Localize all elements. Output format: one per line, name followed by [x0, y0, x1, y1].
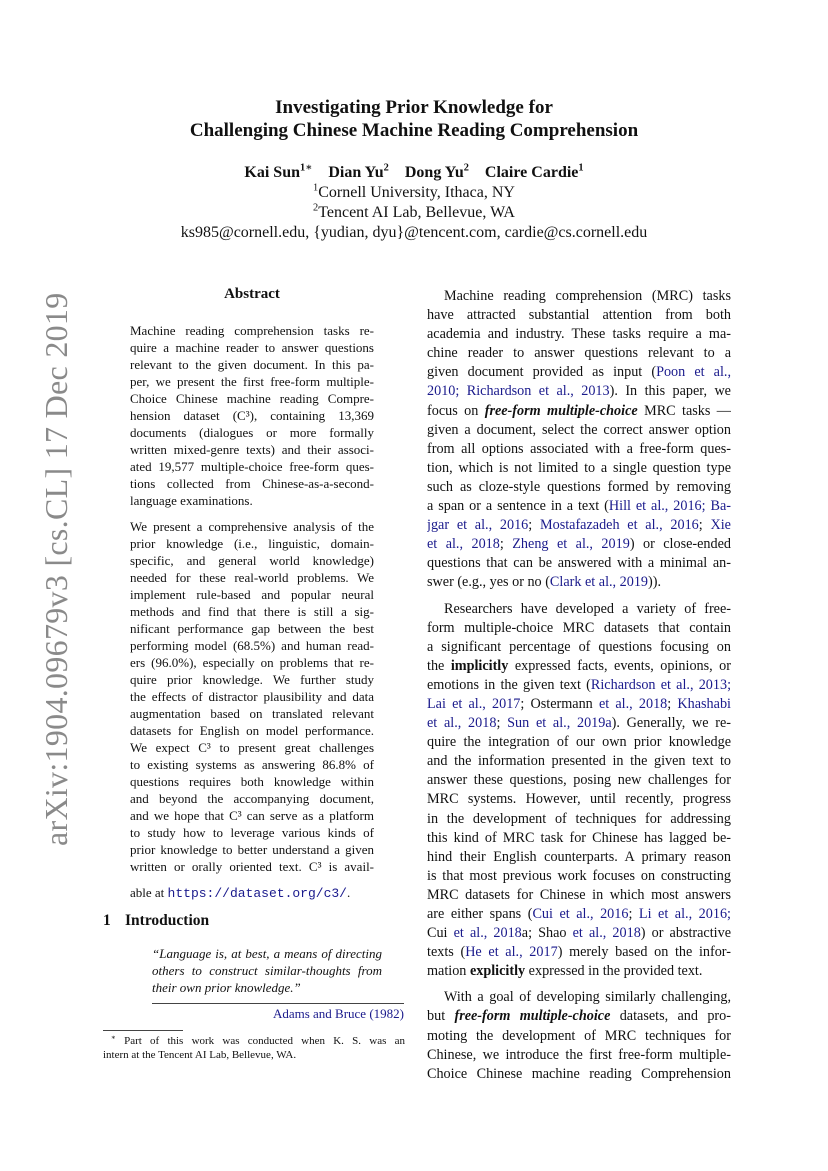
- text-fragment: ;: [499, 536, 513, 553]
- text-fragment: others to construct similar-thoughts from: [152, 963, 382, 978]
- text-line: [427, 943, 731, 962]
- text-line: [152, 979, 382, 996]
- text-fragment: implement rule-based and popular neural: [130, 587, 374, 602]
- text-fragment: a significant percentage of questions focusing on: [427, 638, 731, 655]
- text-line: [427, 752, 731, 771]
- text-fragment: the: [427, 657, 451, 674]
- citation-link[interactable]: Mostafazadeh et al., 2016: [539, 517, 699, 534]
- citation-link[interactable]: et al., 2018: [427, 536, 500, 553]
- text-line: [427, 810, 731, 829]
- text-fragment: emotions in the given text (: [427, 676, 591, 693]
- text-line: [130, 586, 374, 603]
- text-line: [427, 402, 731, 421]
- text-line: [427, 344, 731, 363]
- text-line: [152, 962, 382, 979]
- text-fragment: from all options associated with a free-form ques-: [427, 440, 731, 457]
- text-line: [130, 322, 374, 339]
- text-line: [130, 705, 374, 722]
- text-line: [427, 790, 731, 809]
- citation-link[interactable]: Sun et al., 2019a: [507, 715, 612, 732]
- text-fragment: focus on: [427, 402, 485, 419]
- text-line: [427, 1007, 731, 1026]
- affiliation-line: [0, 184, 828, 202]
- text-fragment: ) merely based on the infor-: [557, 944, 731, 961]
- text-fragment: and beyond the accompanying document,: [130, 791, 374, 806]
- citation-link[interactable]: jgar et al., 2016: [427, 517, 529, 534]
- body-text-column: [427, 287, 731, 1091]
- emphasized-text: free-form multiple-choice: [454, 1008, 611, 1025]
- text-fragment: ;: [698, 517, 711, 534]
- footnote-rule: [103, 1030, 183, 1031]
- text-fragment: in the development of techniques for addressing: [427, 810, 731, 827]
- affiliation-text: Tencent AI Lab, Bellevue, WA: [318, 204, 515, 221]
- text-fragment: ). Generally, we re-: [611, 715, 731, 732]
- affiliation-mark: 1: [313, 182, 319, 194]
- text-fragment: Machine reading comprehension tasks re-: [130, 323, 374, 338]
- text-fragment: “Language is, at best, a means of directing: [152, 946, 382, 961]
- text-fragment: quire a machine reader to answer questions: [130, 340, 374, 355]
- text-line: [427, 924, 731, 943]
- body-paragraph: [427, 988, 731, 1083]
- text-fragment: is that most previous work focuses on constructing: [427, 867, 731, 884]
- text-line: [130, 552, 374, 569]
- text-fragment: and we hope that: [130, 808, 230, 823]
- citation-link[interactable]: 2010; Richardson et al., 2013: [427, 383, 610, 400]
- text-fragment: a; Shao: [521, 925, 573, 942]
- text-fragment: given a document, select the correct answer option: [427, 421, 731, 438]
- text-line: [130, 756, 374, 773]
- text-fragment: MRC tasks —: [637, 402, 731, 419]
- text-fragment: ) or abstractive: [640, 925, 731, 942]
- citation-link[interactable]: Hill et al., 2016; Ba-: [608, 498, 731, 515]
- text-fragment: augmentation based on translated relevant: [130, 706, 374, 721]
- footnote: [103, 1034, 405, 1062]
- author-list: [0, 164, 828, 182]
- text-fragment: MRC datasets for Chinese in which most answers: [427, 886, 731, 903]
- text-line: [130, 424, 374, 441]
- author-name: Claire Cardie: [484, 164, 579, 181]
- text-fragment: )).: [648, 574, 662, 591]
- text-line: [427, 363, 731, 382]
- text-fragment: Part of this work was conducted when K. S. was an: [124, 1035, 405, 1047]
- text-line: [130, 637, 374, 654]
- text-line: [427, 1027, 731, 1046]
- text-fragment: questions that can be answered with a minimal an-: [427, 555, 731, 572]
- quote-source[interactable]: Adams and Bruce (1982): [272, 1006, 404, 1021]
- text-line: [427, 695, 731, 714]
- text-line: [130, 441, 374, 458]
- dataset-name: C³: [237, 408, 250, 423]
- text-line: [427, 478, 731, 497]
- dataset-name: C³: [308, 859, 322, 874]
- text-line: [427, 1046, 731, 1065]
- text-line: [130, 654, 374, 671]
- paper-title: [0, 96, 828, 142]
- text-fragment: texts (: [427, 944, 466, 961]
- text-line: [130, 407, 374, 424]
- text-line: [130, 688, 374, 705]
- text-line: [427, 573, 731, 592]
- text-line: [427, 962, 731, 981]
- citation-link[interactable]: et al., 2018: [427, 715, 497, 732]
- text-line: [130, 535, 374, 552]
- text-fragment: ; Ostermann: [520, 695, 599, 712]
- citation-link[interactable]: Cui et al., 2016: [532, 906, 629, 922]
- text-fragment: Cui: [427, 925, 454, 942]
- text-line: [427, 657, 731, 676]
- text-fragment: can serve as a platform: [241, 808, 374, 823]
- text-line: [130, 884, 374, 902]
- text-line: [427, 867, 731, 886]
- author-affiliation-mark: 1: [578, 162, 584, 174]
- text-fragment: written mixed-genre texts) and their associ-: [130, 442, 374, 457]
- body-paragraph: [427, 287, 731, 593]
- text-fragment: quire the integration of our own prior knowledge: [427, 734, 731, 751]
- title-line: Investigating Prior Knowledge for: [275, 97, 553, 118]
- text-fragment: quire prior knowledge. We further study: [130, 672, 374, 687]
- text-line: [427, 848, 731, 867]
- text-fragment: answer these questions, posing new challenges for: [427, 772, 731, 789]
- text-line: [427, 600, 731, 619]
- text-fragment: expressed facts, events, opinions, or: [508, 657, 731, 674]
- text-line: [427, 886, 731, 905]
- text-line: [130, 518, 374, 535]
- citation-link[interactable]: et al., 2018: [598, 695, 668, 712]
- citation-link[interactable]: He et al., 2017: [465, 944, 558, 961]
- text-line: [130, 458, 374, 475]
- text-fragment: to present great challenges: [210, 740, 374, 755]
- text-fragment: datasets for English on model performance.: [130, 723, 374, 738]
- text-fragment: Chinese, we introduce the first free-form multiple-: [427, 1046, 731, 1063]
- text-line: [130, 492, 374, 509]
- text-line: [427, 676, 731, 695]
- text-fragment: .: [346, 885, 351, 900]
- text-line: [130, 569, 374, 586]
- text-fragment: is avail-: [321, 859, 374, 874]
- text-fragment: are either spans (: [427, 906, 533, 922]
- text-fragment: to existing systems as answering 86.8% of: [130, 757, 374, 772]
- text-fragment: ) or close-ended: [629, 536, 731, 553]
- text-fragment: ), containing 13,369: [249, 408, 374, 423]
- section-title: Introduction: [125, 912, 210, 929]
- text-fragment: mation: [427, 963, 470, 980]
- text-fragment: expressed in the provided text.: [525, 963, 703, 980]
- text-line: [130, 722, 374, 739]
- citation-link[interactable]: Zheng et al., 2019: [512, 536, 630, 553]
- text-fragment: a span or a sentence in a text (: [427, 498, 609, 515]
- text-line: [427, 733, 731, 752]
- text-fragment: ). In this paper, we: [609, 383, 731, 400]
- text-fragment: chine reader to answer questions relevant to a: [427, 345, 731, 362]
- emphasized-text: explicitly: [469, 963, 526, 980]
- author-name: Dian Yu: [328, 164, 384, 181]
- text-line: [130, 790, 374, 807]
- text-fragment: methods and find that there is still a sig-: [130, 604, 374, 619]
- text-fragment: ;: [667, 695, 678, 712]
- author-affiliation-mark: 2: [383, 162, 389, 174]
- citation-link[interactable]: et al., 2018: [572, 925, 641, 942]
- text-fragment: hension dataset (: [130, 408, 238, 423]
- citation-link[interactable]: Xie: [710, 517, 731, 534]
- text-fragment: such as cloze-style questions formed by removing: [427, 478, 731, 495]
- text-line: [130, 858, 374, 875]
- text-line: [427, 382, 731, 401]
- text-line: [130, 373, 374, 390]
- text-fragment: given document provided as input (: [427, 364, 657, 381]
- citation-link[interactable]: Clark et al., 2019: [549, 574, 649, 591]
- text-line: [130, 620, 374, 637]
- text-fragment: their own prior knowledge.”: [152, 980, 301, 995]
- text-line: [130, 824, 374, 841]
- author-affiliation-mark: 2: [463, 162, 469, 174]
- text-fragment: datasets, and pro-: [610, 1008, 731, 1025]
- title-line: Challenging Chinese Machine Reading Comprehension: [189, 120, 639, 141]
- text-fragment: needed for these real-world problems. We: [130, 570, 374, 585]
- emphasized-text: free-form multiple-choice: [484, 402, 638, 419]
- text-line: [152, 945, 382, 962]
- text-line: [427, 516, 731, 535]
- text-line: [427, 988, 731, 1007]
- citation-link[interactable]: Li et al., 2016;: [638, 906, 731, 922]
- text-line: [427, 325, 731, 344]
- text-fragment: and the information presented in the given text to: [427, 753, 731, 770]
- text-fragment: nificant performance gap between the best: [130, 621, 374, 636]
- text-line: [427, 497, 731, 516]
- text-line: [130, 671, 374, 688]
- author-name: Dong Yu: [404, 164, 464, 181]
- text-fragment: ers (96.0%), especially on problems that re-: [130, 655, 374, 670]
- text-line: [427, 306, 731, 325]
- abstract-heading: Abstract: [224, 286, 280, 302]
- text-line: [427, 1065, 731, 1084]
- text-fragment: hind their English counterparts. A primary reason: [427, 848, 731, 865]
- text-line: [130, 773, 374, 790]
- text-fragment: tions collected from Chinese-as-a-second-: [130, 476, 374, 491]
- text-line: [130, 390, 374, 407]
- citation-link[interactable]: Lai et al., 2017: [427, 695, 521, 712]
- text-line: [427, 619, 731, 638]
- body-paragraph: [427, 600, 731, 982]
- emphasized-text: implicitly: [450, 657, 509, 674]
- affiliation-line: [0, 204, 828, 222]
- text-fragment: form multiple-choice MRC datasets that contain: [427, 619, 731, 636]
- text-fragment: relevant to the given document. In this pa-: [130, 357, 374, 372]
- text-fragment: specific, and general world knowledge): [130, 553, 374, 568]
- abstract-paragraph: [130, 322, 374, 509]
- text-fragment: but: [427, 1008, 455, 1025]
- citation-link[interactable]: Khashabi: [677, 695, 731, 712]
- text-line: [427, 287, 731, 306]
- abstract-paragraph: [130, 518, 374, 875]
- epigraph-quote: [152, 945, 382, 996]
- text-fragment: Machine reading comprehension (MRC) tasks: [444, 288, 731, 304]
- abstract-body: [130, 322, 374, 902]
- text-fragment: Choice Chinese machine reading Compre-: [130, 391, 374, 406]
- text-line: [427, 905, 731, 924]
- text-line: [427, 554, 731, 573]
- text-fragment: swer (e.g., yes or no (: [427, 574, 550, 591]
- text-line: [103, 1034, 405, 1048]
- citation-link[interactable]: Poon et al.,: [656, 364, 731, 381]
- quote-rule: [152, 1003, 404, 1004]
- text-line: [427, 421, 731, 440]
- text-fragment: this kind of MRC task for Chinese has lagged be-: [427, 829, 731, 846]
- text-line: [427, 771, 731, 790]
- dataset-name: C³: [229, 808, 242, 823]
- text-fragment: questions requires both knowledge within: [130, 774, 374, 789]
- text-fragment: ated 19,577 multiple-choice free-form ques-: [130, 459, 374, 474]
- text-fragment: tion, which is not limited to a single question type: [427, 459, 731, 476]
- text-line: intern at the Tencent AI Lab, Bellevue, WA.: [103, 1049, 297, 1061]
- text-fragment: ;: [496, 715, 508, 732]
- text-line: [130, 739, 374, 756]
- arxiv-identifier: arXiv:1904.09679v3 [cs.CL] 17 Dec 2019: [38, 292, 74, 846]
- author-affiliation-mark: 1∗: [300, 162, 313, 174]
- text-fragment: Choice Chinese machine reading Comprehension: [427, 1065, 731, 1082]
- affiliation-mark: 2: [313, 202, 319, 214]
- text-fragment: have attracted substantial attention from both: [427, 307, 731, 324]
- author-emails: ks985@cornell.edu, {yudian, dyu}@tencent.com, cardie@cs.cornell.edu: [180, 224, 648, 241]
- text-fragment: language examinations.: [130, 493, 253, 508]
- text-line: [427, 535, 731, 554]
- footnote-mark: ∗: [111, 1034, 116, 1042]
- text-fragment: We expect: [130, 740, 199, 755]
- text-fragment: MRC systems. However, until recently, progress: [427, 791, 731, 808]
- text-fragment: With a goal of developing similarly challenging,: [444, 989, 731, 1006]
- text-line: [427, 829, 731, 848]
- section-heading: [103, 912, 209, 930]
- affiliation-text: Cornell University, Ithaca, NY: [318, 184, 515, 201]
- text-line: [130, 356, 374, 373]
- text-line: [130, 475, 374, 492]
- text-line: [427, 459, 731, 478]
- text-line: [130, 603, 374, 620]
- text-fragment: written or orally oriented text.: [130, 859, 309, 874]
- text-fragment: per, we present the first free-form multiple-: [130, 374, 374, 389]
- text-fragment: We present a comprehensive analysis of the: [130, 519, 374, 534]
- text-fragment: prior knowledge (i.e., linguistic, domain-: [130, 536, 374, 551]
- citation-link[interactable]: et al., 2018: [453, 925, 522, 942]
- text-fragment: Researchers have developed a variety of free-: [444, 600, 731, 617]
- text-fragment: the effects of distractor plausibility and data: [130, 689, 374, 704]
- text-fragment: to study how to leverage various kinds of: [130, 825, 374, 840]
- text-fragment: ;: [628, 906, 639, 922]
- citation-link[interactable]: Richardson et al., 2013;: [590, 676, 731, 693]
- text-fragment: performing model (68.5%) and human read-: [130, 638, 374, 653]
- text-fragment: prior knowledge to better understand a given: [130, 842, 374, 857]
- author-name: Kai Sun: [244, 164, 300, 181]
- text-line: [130, 339, 374, 356]
- text-fragment: documents (dialogues or more formally: [130, 425, 374, 440]
- text-line: [427, 714, 731, 733]
- section-number: 1: [103, 912, 111, 929]
- dataset-url-link[interactable]: https://dataset.org/c3/: [167, 886, 347, 901]
- text-line: [427, 440, 731, 459]
- text-fragment: able at: [130, 885, 168, 900]
- dataset-name: C³: [198, 740, 211, 755]
- text-fragment: ;: [528, 517, 540, 534]
- text-fragment: academia and industry. These tasks require a ma-: [427, 326, 731, 343]
- text-line: [427, 638, 731, 657]
- text-line: [130, 807, 374, 824]
- text-fragment: moting the development of MRC techniques for: [427, 1027, 731, 1044]
- text-line: [130, 841, 374, 858]
